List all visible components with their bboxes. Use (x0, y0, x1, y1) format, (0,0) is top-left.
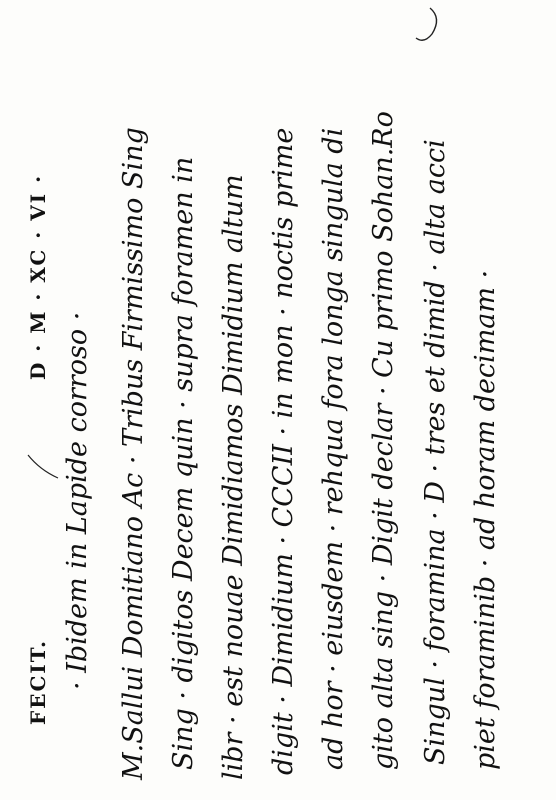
text-line-8: Singul · foramina · D · tres et dimid · alta acci (420, 139, 451, 765)
header-fecit: FECIT. (26, 639, 50, 725)
text-line-5: digit · Dimidium · CCCII · in mon · noctis prime (268, 127, 299, 775)
text-line-3: Sing · digitos Decem quin · supra foramen in (168, 156, 199, 770)
text-line-6: ad hor · eiusdem · rehqua fora longa singula di (318, 127, 349, 770)
header-date: D · M · XC · VI · (26, 173, 50, 380)
text-line-7: gito alta sing · Digit declar · Cu primo Sohan.Ro (368, 111, 399, 770)
text-line-4: libr · est nouae Dimidiamos Dimidium altum (218, 174, 249, 780)
text-line-2: M.Sallui Domitiano Ac · Tribus Firmissimo Sing (118, 127, 149, 780)
text-line-9: piet foraminib · ad horam decimam · (470, 269, 501, 770)
text-line-1: · Ibidem in Lapide corroso · (62, 311, 93, 690)
